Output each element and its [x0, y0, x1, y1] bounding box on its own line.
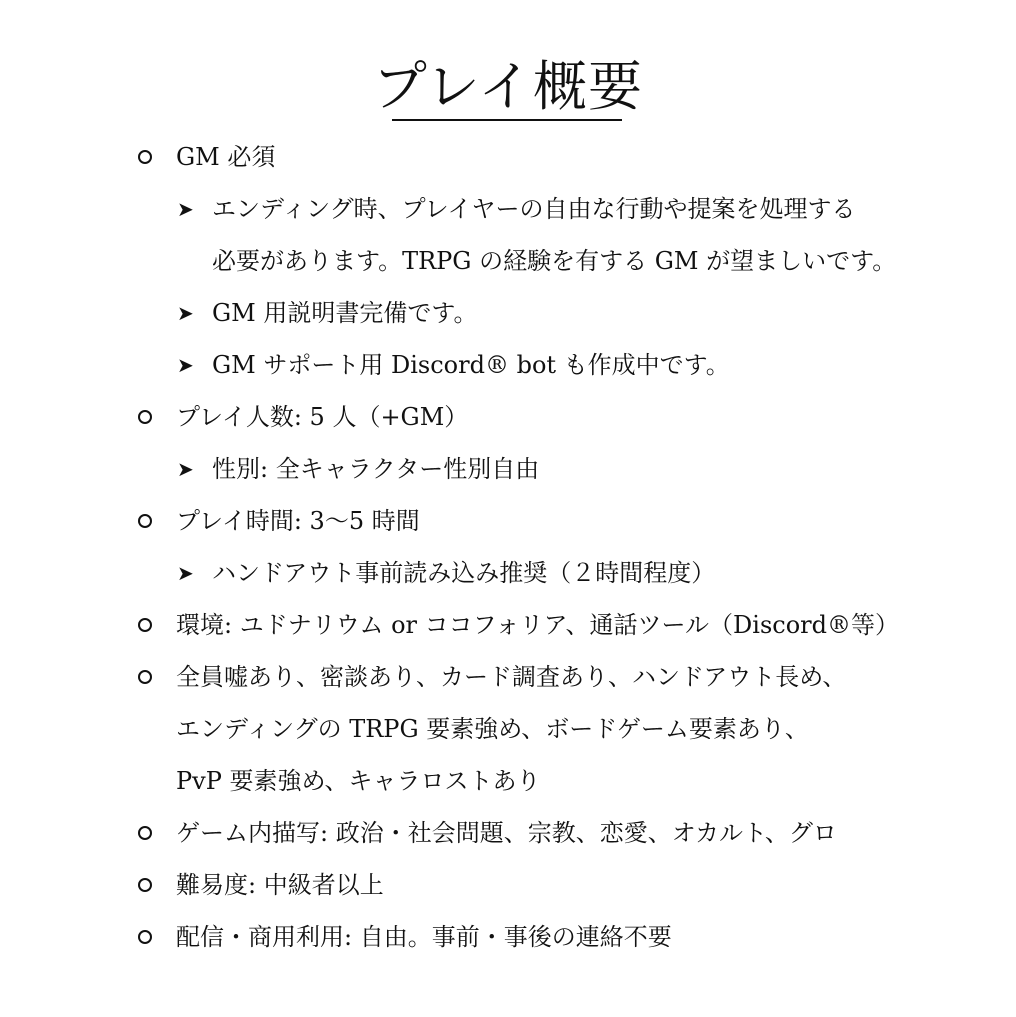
sub-item-text: エンディング時、プレイヤーの自由な行動や提案を処理する: [212, 195, 856, 223]
circle-bullet-icon: [138, 917, 158, 957]
circle-bullet-icon: [138, 813, 158, 853]
sub-item-text: 性別: 全キャラクター性別自由: [212, 455, 540, 483]
sub-item-text: GM 用説明書完備です。: [212, 299, 478, 327]
arrow-bullet-icon: ➤: [177, 301, 194, 325]
circle-bullet-icon: [138, 137, 158, 177]
circle-bullet-icon: [138, 657, 158, 697]
sub-item-text: ハンドアウト事前読み込み推奨（２時間程度）: [212, 559, 716, 587]
list-item-text: 配信・商用利用: 自由。事前・事後の連絡不要: [176, 923, 672, 951]
sub-item-text: 必要があります。TRPG の経験を有する GM が望ましいです。: [212, 247, 897, 275]
circle-bullet-icon: [138, 397, 158, 437]
list-item-text: 環境: ユドナリウム or ココフォリア、通話ツール（Discord®等）: [176, 611, 900, 639]
arrow-bullet-icon: ➤: [177, 561, 194, 585]
list-item-text: プレイ時間: 3～5 時間: [176, 507, 420, 535]
list-item-text: プレイ人数: 5 人（+GM）: [176, 403, 469, 431]
circle-bullet-icon: [138, 501, 158, 541]
page-title: プレイ概要: [372, 55, 644, 118]
title-underline: [392, 119, 622, 121]
arrow-bullet-icon: ➤: [177, 353, 194, 377]
list-item-text: 全員嘘あり、密談あり、カード調査あり、ハンドアウト長め、: [176, 663, 847, 691]
list-item-text: 難易度: 中級者以上: [176, 871, 384, 899]
list-item-text: ゲーム内描写: 政治・社会問題、宗教、恋愛、オカルト、グロ: [176, 819, 837, 847]
circle-bullet-icon: [138, 605, 158, 645]
sub-item-text: GM サポート用 Discord® bot も作成中です。: [212, 351, 730, 379]
arrow-bullet-icon: ➤: [177, 457, 194, 481]
list-item-text: GM 必須: [176, 143, 276, 171]
circle-bullet-icon: [138, 865, 158, 905]
list-item-text: エンディングの TRPG 要素強め、ボードゲーム要素あり、: [176, 715, 809, 743]
list-item-text: PvP 要素強め、キャラロストあり: [176, 767, 541, 795]
arrow-bullet-icon: ➤: [177, 197, 194, 221]
